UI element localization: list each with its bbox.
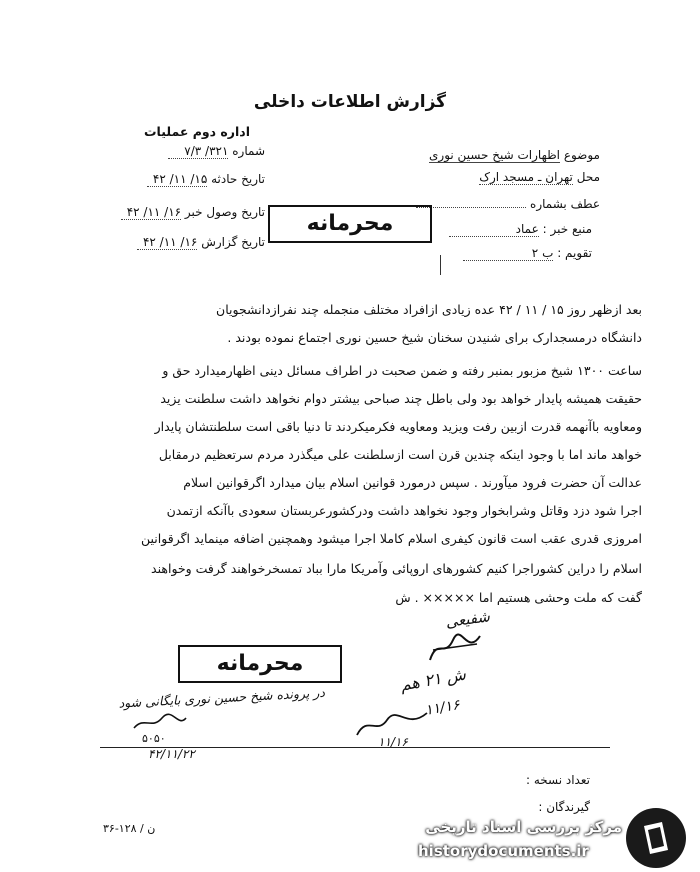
body-line: ومعاویه باآنهمه قدرت ازبین رفت ویزید ومعاویه فکرمیکردند تا دنیا باقی است سلطنتشان پایدار bbox=[154, 419, 642, 434]
field-label: موضوع bbox=[563, 148, 600, 162]
field-label: محل bbox=[576, 170, 600, 184]
body-line: ساعت ۱۳۰۰ شیخ مزبور بمنبر رفته و ضمن صحبت در اطراف مسائل دینی اظهارمیدارد حق و bbox=[162, 363, 642, 378]
field-value: ۱۶/ ۱۱/ ۴۲ bbox=[137, 235, 197, 250]
field-report-date bbox=[100, 235, 265, 250]
field-location bbox=[400, 170, 600, 185]
body-line: حقیقت همیشه پایدار خواهد بود ولی باطل چند صباحی بیشتر دوام نخواهد داشت سلطنت یزید bbox=[160, 391, 642, 406]
field-label: منبع خبر : bbox=[542, 222, 592, 236]
handwritten-date-small: ۱۱/۱۶ bbox=[378, 735, 408, 749]
recipients-label: گیرندگان : bbox=[538, 800, 590, 814]
field-label: تاریخ وصول خبر bbox=[184, 205, 265, 219]
department-label: اداره دوم عملیات bbox=[144, 124, 250, 139]
field-grading bbox=[400, 246, 592, 261]
field-value: ۱۵/ ۱۱/ ۴۲ bbox=[147, 172, 207, 187]
field-label: تقویم : bbox=[557, 246, 592, 260]
field-subject bbox=[400, 148, 600, 163]
field-value: اظهارات شیخ حسین نوری bbox=[429, 148, 560, 162]
archive-logo-icon bbox=[626, 808, 686, 868]
field-receipt-date bbox=[100, 205, 265, 220]
field-value: عماد bbox=[449, 222, 539, 237]
handwritten-filing-note: در پرونده شیخ حسین نوری بایگانی شود bbox=[118, 684, 326, 711]
field-label: عطف بشماره bbox=[530, 197, 600, 211]
confidential-stamp-bottom: محرمانه bbox=[178, 645, 342, 683]
field-incident-date bbox=[100, 172, 265, 187]
field-value: ۱۶/ ۱۱/ ۴۲ bbox=[121, 205, 181, 220]
copies-label: تعداد نسخه : bbox=[525, 773, 590, 787]
field-value: ب ۲ bbox=[463, 246, 553, 261]
body-line: عدالت آن حضرت فرود میآورند . سپس درمورد قوانین اسلام بیان میدارد اگرقوانین اسلام bbox=[183, 475, 642, 490]
watermark-url: historydocuments.ir bbox=[418, 842, 589, 860]
watermark-title: مرکز بررسی اسناد تاریخی bbox=[425, 818, 622, 836]
field-number bbox=[100, 144, 265, 159]
body-line: اسلام را دراین کشوراجرا کنیم کشورهای اروپائی وآمریکا مارا بباد تمسخرخواهند گرفت وخواهند bbox=[151, 561, 642, 576]
footer-divider bbox=[100, 747, 610, 748]
field-value: ۳۲۱/ ۷/۳ bbox=[168, 144, 228, 159]
body-line: اجرا شود دزد وقاتل وشرابخوار وجود نخواهد داشت ودرکشورعربستان سعودی باآنکه ازتمدن bbox=[166, 503, 642, 518]
document-title: گزارش اطلاعات داخلی bbox=[253, 92, 447, 112]
field-value bbox=[416, 207, 526, 208]
signature-scribble bbox=[425, 630, 485, 666]
handwritten-note-center: ش ۲۱ هم bbox=[398, 664, 468, 695]
body-line: امروزی قدری عقب است قانون کیفری اسلام کاملا اجرا میشود وهمچنین اضافه مینماید اگرقوانین bbox=[141, 531, 642, 546]
body-line: گفت که ملت وحشی هستیم اما ××××× . ش bbox=[395, 590, 642, 605]
handwritten-filing-date: ۴۲/۱۱/۲۲ bbox=[148, 747, 195, 761]
field-label: تاریخ گزارش bbox=[201, 235, 265, 249]
body-line: دانشگاه درمسجدارک برای شنیدن سخنان شیخ حسین نوری اجتماع نموده بودند . bbox=[227, 330, 642, 345]
handwritten-signature: شفیعی bbox=[444, 607, 491, 632]
signature-scribble bbox=[130, 712, 190, 734]
body-line: بعد ازظهر روز ۱۵ / ۱۱ / ۴۲ عده زیادی ازافراد مختلف منجمله چند نفرازدانشجویان bbox=[216, 302, 642, 317]
confidential-stamp-top: محرمانه bbox=[268, 205, 432, 243]
handwritten-number: ۵۰۵۰ bbox=[142, 732, 166, 745]
field-label: تاریخ حادثه bbox=[211, 172, 265, 186]
handwritten-date-center: ۱۱/۱۶ bbox=[423, 697, 461, 719]
field-value: تهران ـ مسجد ارک bbox=[479, 170, 573, 184]
field-label: شماره bbox=[232, 144, 265, 158]
header-divider bbox=[440, 255, 441, 275]
body-line: خواهد ماند اما با وجود اینکه چندین قرن است ازسلطنت علی میگذرد مردم سرتعظیم درمقابل bbox=[158, 447, 642, 462]
document-code: ۳۶-۱۲۸ / ن bbox=[103, 822, 156, 835]
